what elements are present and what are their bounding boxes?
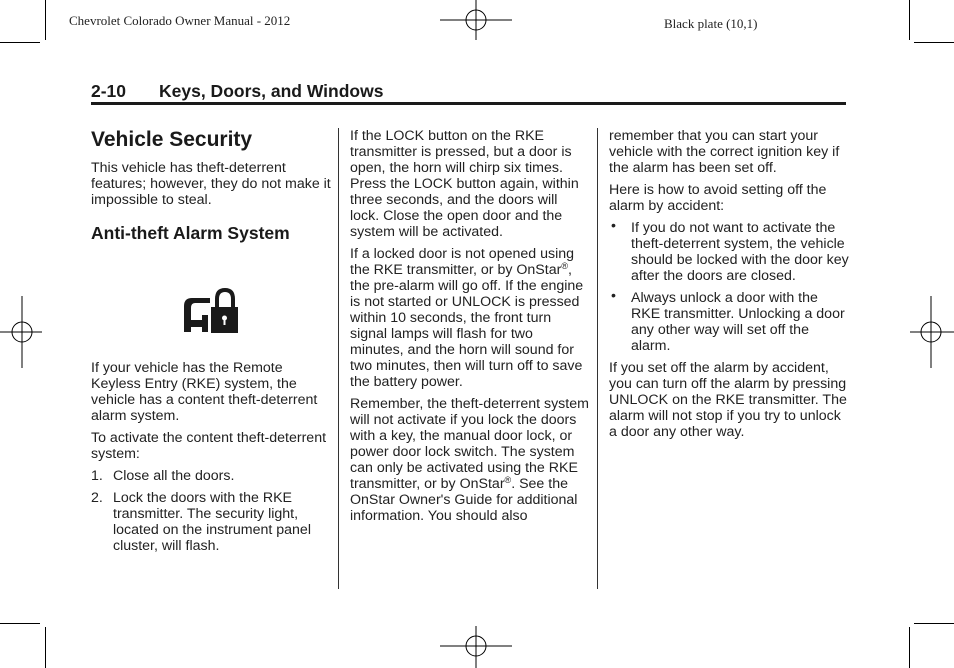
registered-mark: ® — [504, 475, 512, 485]
text-run: If a locked door is not opened using the RKE transmitter, or by OnStar — [350, 246, 575, 278]
list-item — [91, 490, 331, 554]
section-rule — [91, 102, 846, 105]
registration-mark-left — [0, 296, 44, 372]
remember-paragraph — [350, 396, 590, 524]
bullet-glyph: • — [611, 218, 616, 234]
activate-paragraph: To activate the content theft-deterrent system: — [91, 430, 327, 462]
page-title: Vehicle Security — [91, 128, 253, 151]
column-divider — [338, 128, 339, 589]
list-item — [91, 468, 331, 484]
bullet-text: If you do not want to activate the theft-deterrent system, the vehicle should be locked with the door key after the doors are closed. — [631, 220, 849, 284]
registration-mark-right — [910, 296, 954, 372]
column-3 — [609, 128, 849, 446]
text-run: . See the OnStar Owner's Guide for additional information. You should also — [350, 476, 578, 524]
ignition-paragraph: remember that you can start your vehicle with the correct ignition key if the alarm has been set off. — [609, 128, 840, 176]
step-text: Close all the doors. — [113, 468, 235, 484]
avoid-paragraph: Here is how to avoid setting off the alarm by accident: — [609, 182, 827, 214]
bullet-text: Always unlock a door with the RKE transmitter. Unlocking a door any other way will set off the alarm. — [631, 290, 845, 354]
security-light-icon — [180, 287, 238, 333]
text-run: , the pre-alarm will go off. If the engine is not started or UNLOCK is pressed within 10 seconds, the front turn signal lamps will flash for two minutes, and the horn will sound for two minutes, then will turn off to save the battery power. — [350, 262, 584, 390]
lock-button-paragraph: If the LOCK button on the RKE transmitter is pressed, but a door is open, the horn will chirp six times. Press the LOCK button again, within three seconds, and the doors will lock. Close the open door and the system will be activated. — [350, 128, 579, 240]
pre-alarm-paragraph — [350, 246, 590, 390]
icon-area — [91, 244, 331, 360]
text-run: Remember, the theft-deterrent system will not activate if you lock the doors with a key, the manual door lock, or power door lock switch. The system can only be activated using the RKE transmitter, or by OnStar — [350, 396, 589, 492]
registered-mark: ® — [561, 261, 568, 271]
step-number: 1. — [91, 468, 103, 484]
column-2 — [350, 128, 590, 530]
column-divider — [597, 128, 598, 589]
section-title: Keys, Doors, and Windows — [159, 81, 384, 101]
intro-paragraph: This vehicle has theft-deterrent features; however, they do not make it impossible to steal. — [91, 160, 331, 208]
step-text: Lock the doors with the RKE transmitter. The security light, located on the instrument panel cluster, will flash. — [113, 490, 311, 554]
subsection-title: Anti-theft Alarm System — [91, 223, 290, 243]
bullet-glyph: • — [611, 288, 616, 304]
step-number: 2. — [91, 490, 103, 506]
registration-mark-bottom — [440, 626, 516, 668]
section-heading — [91, 81, 383, 102]
manual-title: Chevrolet Colorado Owner Manual - 2012 — [69, 13, 291, 28]
turn-off-alarm-paragraph: If you set off the alarm by accident, you can turn off the alarm by pressing UNLOCK on the RKE transmitter. The alarm will not stop if you try to unlock a door any other way. — [609, 360, 847, 440]
column-1 — [91, 128, 331, 560]
registration-mark-top — [440, 0, 516, 42]
list-item — [609, 220, 849, 284]
page-number: 2-10 — [91, 81, 127, 101]
rke-paragraph: If your vehicle has the Remote Keyless Entry (RKE) system, the vehicle has a content theft-deterrent alarm system. — [91, 360, 318, 424]
plate-label: Black plate (10,1) — [664, 16, 758, 31]
list-item — [609, 290, 849, 354]
